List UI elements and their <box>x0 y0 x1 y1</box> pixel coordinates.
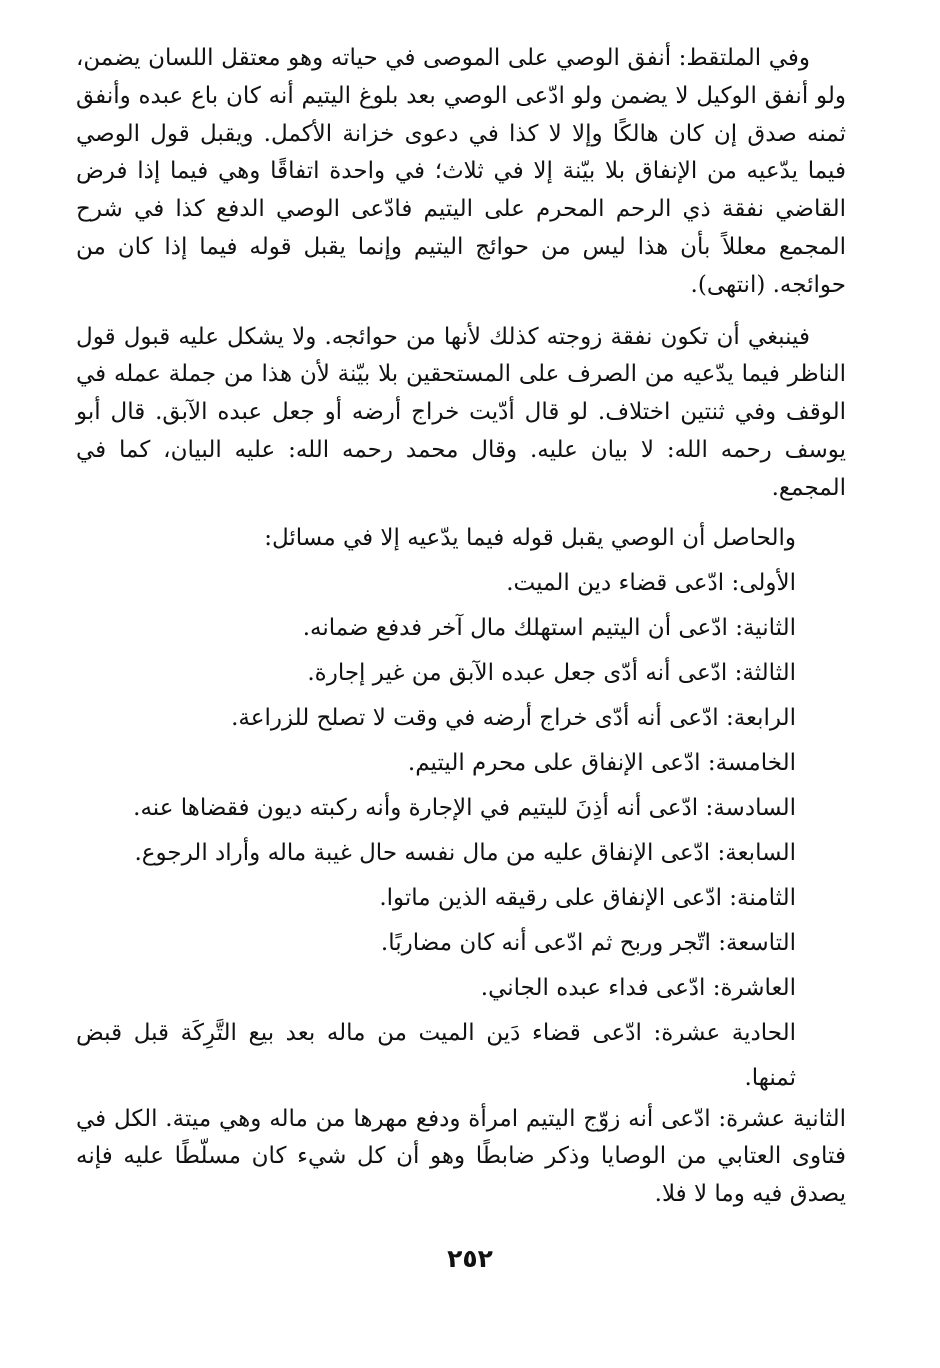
list-intro: والحاصل أن الوصي يقبل قوله فيما يدّعيه إلا في مسائل: <box>264 524 796 551</box>
list-item: الثامنة: ادّعى الإنفاق على رقيقه الذين ماتوا. <box>379 884 796 911</box>
list-item: الأولى: ادّعى قضاء دين الميت. <box>506 569 796 596</box>
page-number: ٢٥٢ <box>447 1244 493 1273</box>
list-item: العاشرة: ادّعى فداء عبده الجاني. <box>480 974 796 1001</box>
list-item: الخامسة: ادّعى الإنفاق على محرم اليتيم. <box>407 749 796 776</box>
list-item: الثالثة: ادّعى أنه أدّى جعل عبده الآبق من غير إجارة. <box>307 659 796 686</box>
list-item: الرابعة: ادّعى أنه أدّى خراج أرضه في وقت لا تصلح للزراعة. <box>231 704 796 731</box>
list-item: التاسعة: اتّجر وربح ثم ادّعى أنه كان مضاربًا. <box>380 929 796 956</box>
list-item: السادسة: ادّعى أنه أذِنَ لليتيم في الإجارة وأنه ركبته ديون فقضاها عنه. <box>133 794 796 821</box>
document-body <box>76 40 846 1214</box>
paragraph-2: فينبغي أن تكون نفقة زوجته كذلك لأنها من حوائجه. ولا يشكل عليه قبول قول الناظر فيما يدّعيه من الصرف على المستحقين بلا بيّنة لأن هذا من جملة عمله في الوقف وفي ثنتين اختلاف. لو قال أدّيت خراج أرضه أو جعل عبده الآبق. قال أبو يوسف رحمه الله: لا بيان عليه. وقال محمد رحمه الله: عليه البيان، كما في المجمع. <box>76 323 846 501</box>
paragraph-1: وفي الملتقط: أنفق الوصي على الموصى في حياته وهو معتقل اللسان يضمن، ولو أنفق الوكيل لا يضمن ولو ادّعى الوصي بعد بلوغ اليتيم أنه كان باع عبده وأنفق ثمنه صدق إن كان هالكًا وإلا لا كذا في دعوى خزانة الأكمل. ويقبل قول الوصي فيما يدّعيه من الإنفاق بلا بيّنة إلا في ثلاث؛ في واحدة اتفاقًا وهي فيما إذا فرض القاضي نفقة ذي الرحم المحرم على اليتيم فادّعى الوصي الدفع كذا في شرح المجمع معللاً بأن هذا ليس من حوائج اليتيم وإنما يقبل قوله فيما إذا كان من حوائجه. (انتهى). <box>76 45 846 298</box>
list-item-final: الثانية عشرة: ادّعى أنه زوّج اليتيم امرأة ودفع مهرها من ماله وهي ميتة. الكل في فتاوى العتابي من الوصايا وذكر ضابطًا وهو أن كل شيء كان مسلّطًا عليه فإنه يصدق فيه وما لا فلا. <box>76 1105 846 1208</box>
list-item: السابعة: ادّعى الإنفاق عليه من مال نفسه حال غيبة ماله وأراد الرجوع. <box>134 839 796 866</box>
list-item: الثانية: ادّعى أن اليتيم استهلك مال آخر فدفع ضمانه. <box>302 614 796 641</box>
list-item: الحادية عشرة: ادّعى قضاء دَين الميت من ماله بعد بيع التَّرِكَة قبل قبض ثمنها. <box>76 1019 796 1091</box>
issues-list <box>76 561 846 1214</box>
